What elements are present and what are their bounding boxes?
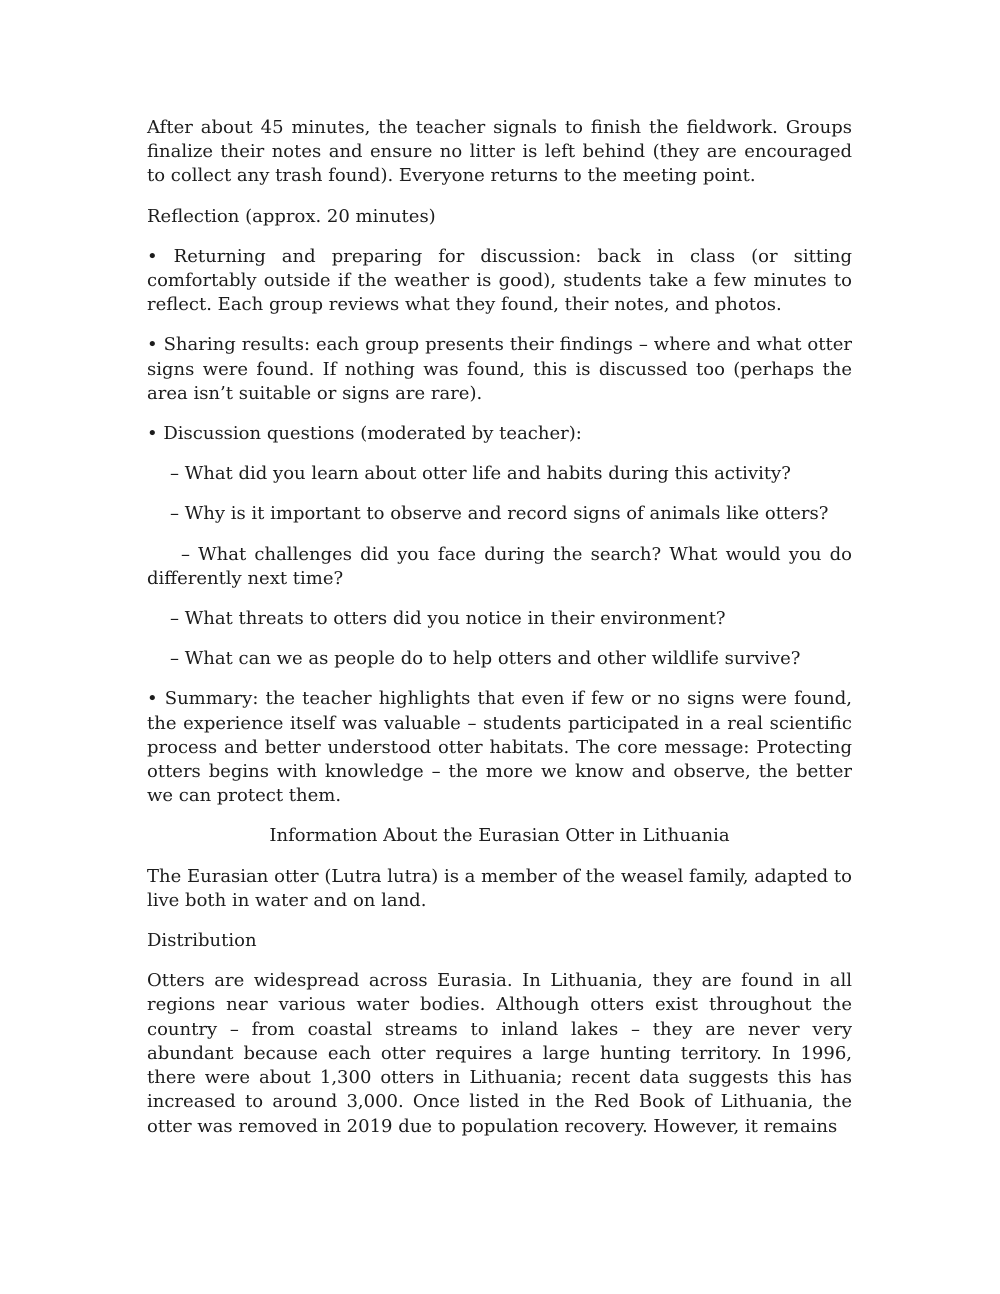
- question-item: – Why is it important to observe and record signs of animals like otters?: [170, 503, 829, 525]
- question-item: – What can we as people do to help otters and other wildlife survive?: [170, 648, 801, 670]
- info-title: Information About the Eurasian Otter in Lithuania: [269, 825, 730, 847]
- bullet-summary: • Summary: the teacher highlights that even if few or no signs were found, the experience itself was valuable – students participated in a real scientific process and better understood otter habitats. The core message: Protecting otters begins with knowledge – the more we know and observe, the better we can protect them.: [147, 688, 852, 807]
- bullet-discussion: • Discussion questions (moderated by teacher):: [147, 423, 582, 445]
- document-page: [147, 116, 852, 1155]
- question-item: – What challenges did you face during the search? What would you do differently next time?: [147, 543, 852, 589]
- paragraph-distribution: Otters are widespread across Eurasia. In Lithuania, they are found in all regions near various water bodies. Although otters exist throughout the country – from coastal streams to inland lakes – they are never very abundant because each otter requires a large hunting territory. In 1996, there were about 1,300 otters in Lithuania; recent data suggests this has increased to around 3,000. Once listed in the Red Book of Lithuania, the otter was removed in 2019 due to population recovery. However, it remains: [147, 970, 852, 1137]
- paragraph-fieldwork-end: After about 45 minutes, the teacher signals to finish the fieldwork. Groups finalize their notes and ensure no litter is left behind (they are encouraged to collect any trash found). Everyone returns to the meeting point.: [147, 117, 852, 187]
- bullet-returning: • Returning and preparing for discussion: back in class (or sitting comfortably outside if the weather is good), students take a few minutes to reflect. Each group reviews what they found, their notes, and photos.: [147, 245, 852, 316]
- bullet-sharing: • Sharing results: each group presents their findings – where and what otter signs were found. If nothing was found, this is discussed too (perhaps the area isn’t suitable or signs are rare).: [147, 334, 852, 404]
- distribution-heading: Distribution: [147, 930, 257, 952]
- paragraph-intro: The Eurasian otter (Lutra lutra) is a member of the weasel family, adapted to live both in water and on land.: [147, 865, 852, 911]
- question-item: – What did you learn about otter life and habits during this activity?: [170, 463, 791, 485]
- question-item: – What threats to otters did you notice in their environment?: [170, 608, 726, 630]
- reflection-heading: Reflection (approx. 20 minutes): [147, 205, 436, 227]
